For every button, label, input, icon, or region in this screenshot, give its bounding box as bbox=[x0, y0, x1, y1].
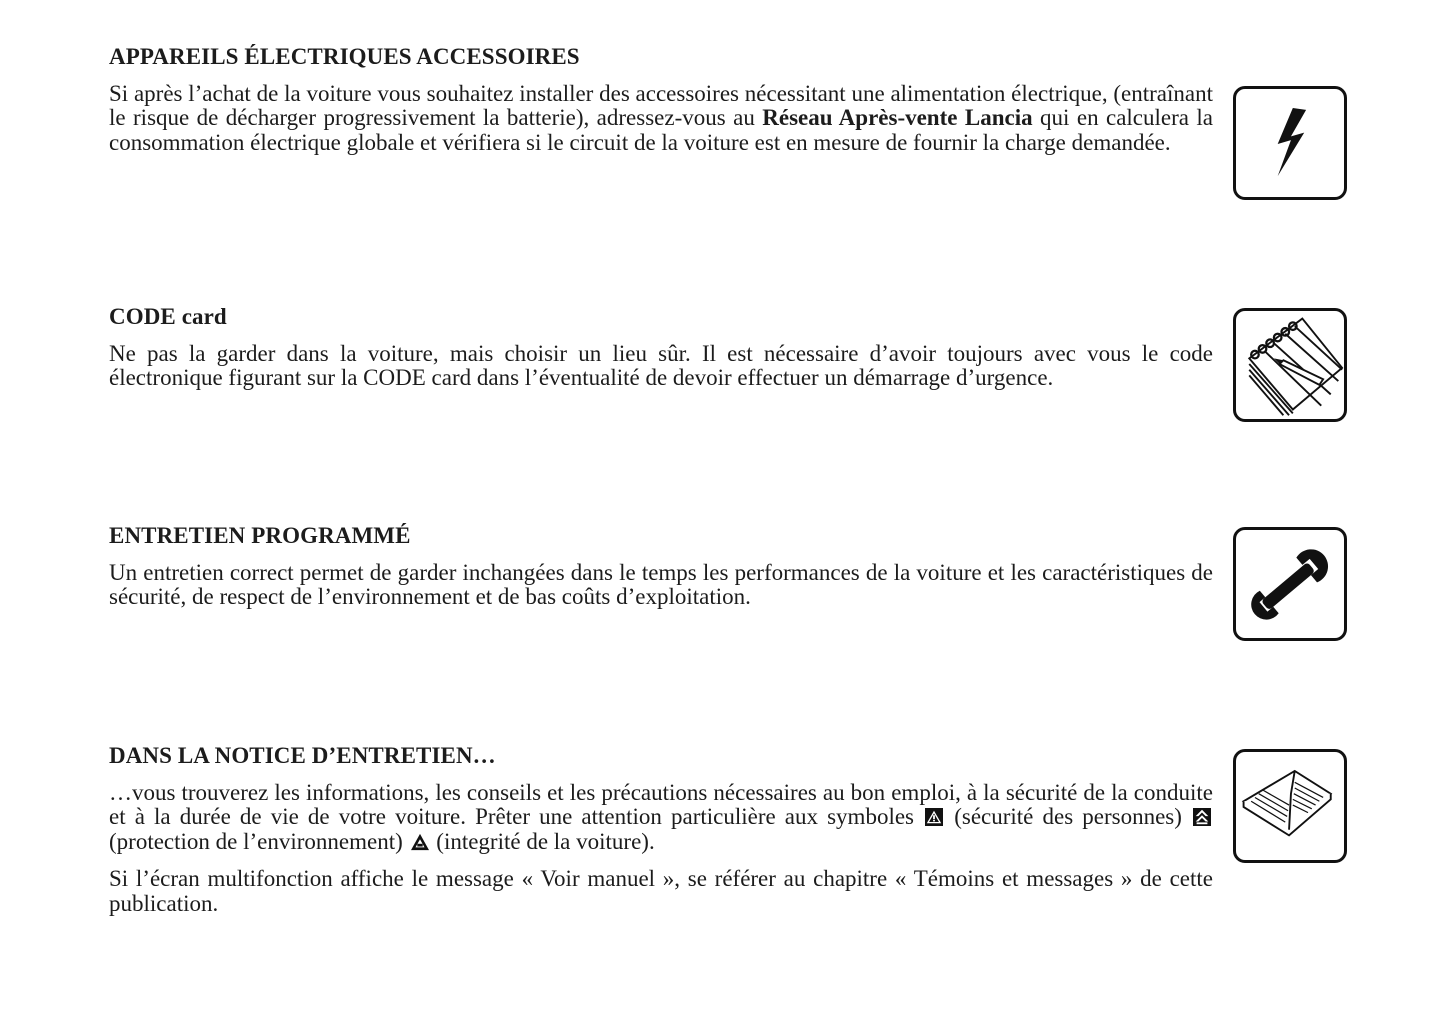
section-paragraph: Ne pas la garder dans la voiture, mais choisir un lieu sûr. Il est nécessaire d’avoir toujours avec vous le code électronique figurant sur la CODE card dans l’éventualité de devoir effectuer un démarrage d’urgence. bbox=[109, 341, 1213, 391]
lightning-bolt-icon bbox=[1233, 86, 1347, 200]
section-heading: APPAREILS ÉLECTRIQUES ACCESSOIRES bbox=[109, 44, 580, 69]
warning-triangle-icon bbox=[925, 808, 943, 826]
notebook-pencil-icon bbox=[1233, 308, 1347, 422]
section-scheduled-maintenance bbox=[109, 523, 1213, 623]
section-paragraph: Un entretien correct permet de garder inchangées dans le temps les performances de la voiture et les caractéristiques de sécurité, de respect de l’environnement et de bas coûts d’exploitation. bbox=[109, 560, 1213, 610]
section-electrical-accessories bbox=[109, 44, 1213, 168]
car-integrity-icon bbox=[411, 833, 429, 851]
section-paragraph: …vous trouverez les informations, les conseils et les précautions nécessaires au bon emploi, à la sécurité de la conduite et à la durée de vie de votre voiture. Prêter une attention particulière aux symboles (sécurité des personnes) (protection de l’environnement) (integrité de la voiture). bbox=[109, 780, 1213, 854]
section-paragraph: Si après l’achat de la voiture vous souhaitez installer des accessoires nécessitant une alimentation électrique, (entraînant le risque de décharger progressivement la batterie), adressez-vous au Réseau Après-vente Lancia qui en calculera la consommation électrique globale et vérifiera si le circuit de la voiture est en mesure de fournir la charge demandée. bbox=[109, 81, 1213, 155]
open-book-icon bbox=[1233, 749, 1347, 863]
section-paragraph: Si l’écran multifonction affiche le message « Voir manuel », se référer au chapitre « Témoins et messages » de cette publication. bbox=[109, 866, 1213, 916]
section-maintenance-booklet bbox=[109, 743, 1213, 929]
section-code-card bbox=[109, 304, 1213, 404]
section-heading: CODE card bbox=[109, 304, 227, 329]
section-heading: ENTRETIEN PROGRAMMÉ bbox=[109, 523, 411, 548]
wrench-icon bbox=[1233, 527, 1347, 641]
section-heading: DANS LA NOTICE D’ENTRETIEN… bbox=[109, 743, 496, 768]
environment-icon bbox=[1193, 808, 1211, 826]
